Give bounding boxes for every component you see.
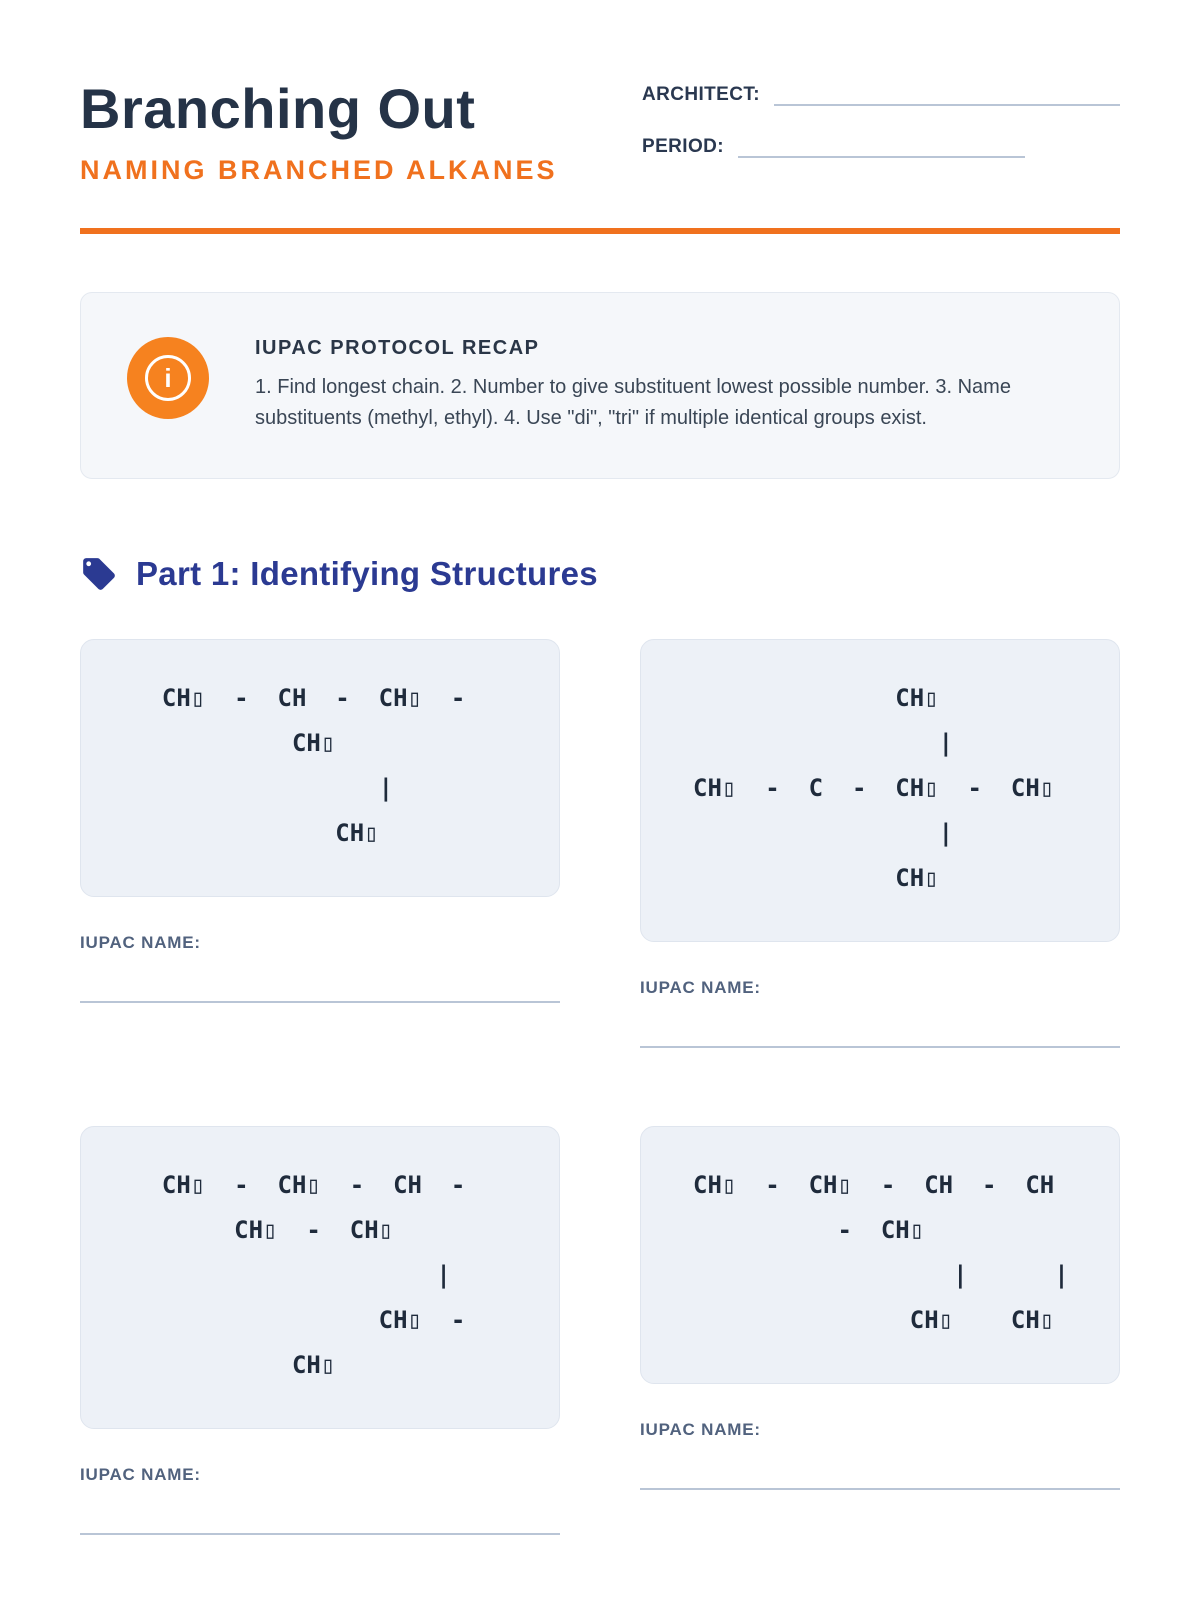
page-title: Branching Out [80, 77, 476, 140]
section-title: Part 1: Identifying Structures [136, 555, 598, 592]
header-fields [642, 78, 1120, 188]
structure-line: | [693, 729, 954, 757]
structure-card-3 [80, 1126, 560, 1429]
info-icon [127, 337, 209, 419]
iupac-answer-line-3[interactable] [80, 1533, 560, 1535]
structure-card-2 [640, 639, 1120, 942]
problem-cell-2 [640, 639, 1120, 1048]
structure-line: CH▯ - CH - CH▯ - [133, 684, 466, 712]
structure-line: | [133, 1261, 451, 1289]
info-box [80, 292, 1120, 479]
problem-cell-1 [80, 639, 560, 1003]
iupac-name-label: IUPAC NAME: [80, 1465, 201, 1484]
page-subtitle: NAMING BRANCHED ALKANES [80, 154, 558, 185]
period-field-row [642, 136, 1120, 158]
info-icon-glyph: i [145, 355, 191, 401]
structure-card-1 [80, 639, 560, 897]
info-text [255, 337, 1073, 434]
structure-line: | | [693, 1261, 1069, 1289]
iupac-name-label: IUPAC NAME: [640, 978, 761, 997]
tag-icon [80, 555, 118, 593]
problem-cell-4 [640, 1126, 1120, 1490]
structure-line: CH▯ CH▯ [693, 1306, 1055, 1334]
structure-line: CH▯ [693, 684, 939, 712]
structure-line: - CH▯ [693, 1216, 925, 1244]
structure-line: | [133, 774, 394, 802]
structure-line: CH▯ - CH▯ [133, 1216, 394, 1244]
period-label: PERIOD: [642, 136, 724, 157]
structure-card-4 [640, 1126, 1120, 1384]
period-blank-line[interactable] [738, 138, 1025, 158]
structure-line: CH▯ - [133, 1306, 466, 1334]
architect-blank-line[interactable] [774, 86, 1120, 106]
architect-label: ARCHITECT: [642, 84, 760, 105]
structure-line: CH▯ [133, 1351, 336, 1379]
iupac-answer-line-2[interactable] [640, 1046, 1120, 1048]
structure-line: CH▯ - CH▯ - CH - [133, 1171, 466, 1199]
structure-line: CH▯ [133, 729, 336, 757]
header [80, 78, 1120, 188]
structures-grid [80, 639, 1120, 1535]
info-heading: IUPAC PROTOCOL RECAP [255, 337, 540, 359]
architect-field-row [642, 84, 1120, 106]
structure-line: CH▯ - C - CH▯ - CH▯ [693, 774, 1055, 802]
info-body: 1. Find longest chain. 2. Number to give substituent lowest possible number. 3. Name substituents (methyl, ethyl). 4. Use "di", "tri" if multiple identical groups exist. [255, 376, 1011, 429]
structure-line: CH▯ [693, 864, 939, 892]
iupac-name-label: IUPAC NAME: [640, 1420, 761, 1439]
structure-line: CH▯ [133, 819, 379, 847]
iupac-answer-line-1[interactable] [80, 1001, 560, 1003]
structure-line: | [693, 819, 954, 847]
title-block [80, 78, 558, 188]
iupac-answer-line-4[interactable] [640, 1488, 1120, 1490]
divider-rule [80, 228, 1120, 234]
iupac-name-label: IUPAC NAME: [80, 933, 201, 952]
problem-cell-3 [80, 1126, 560, 1535]
section-header [80, 555, 1120, 593]
structure-line: CH▯ - CH▯ - CH - CH [693, 1171, 1055, 1199]
